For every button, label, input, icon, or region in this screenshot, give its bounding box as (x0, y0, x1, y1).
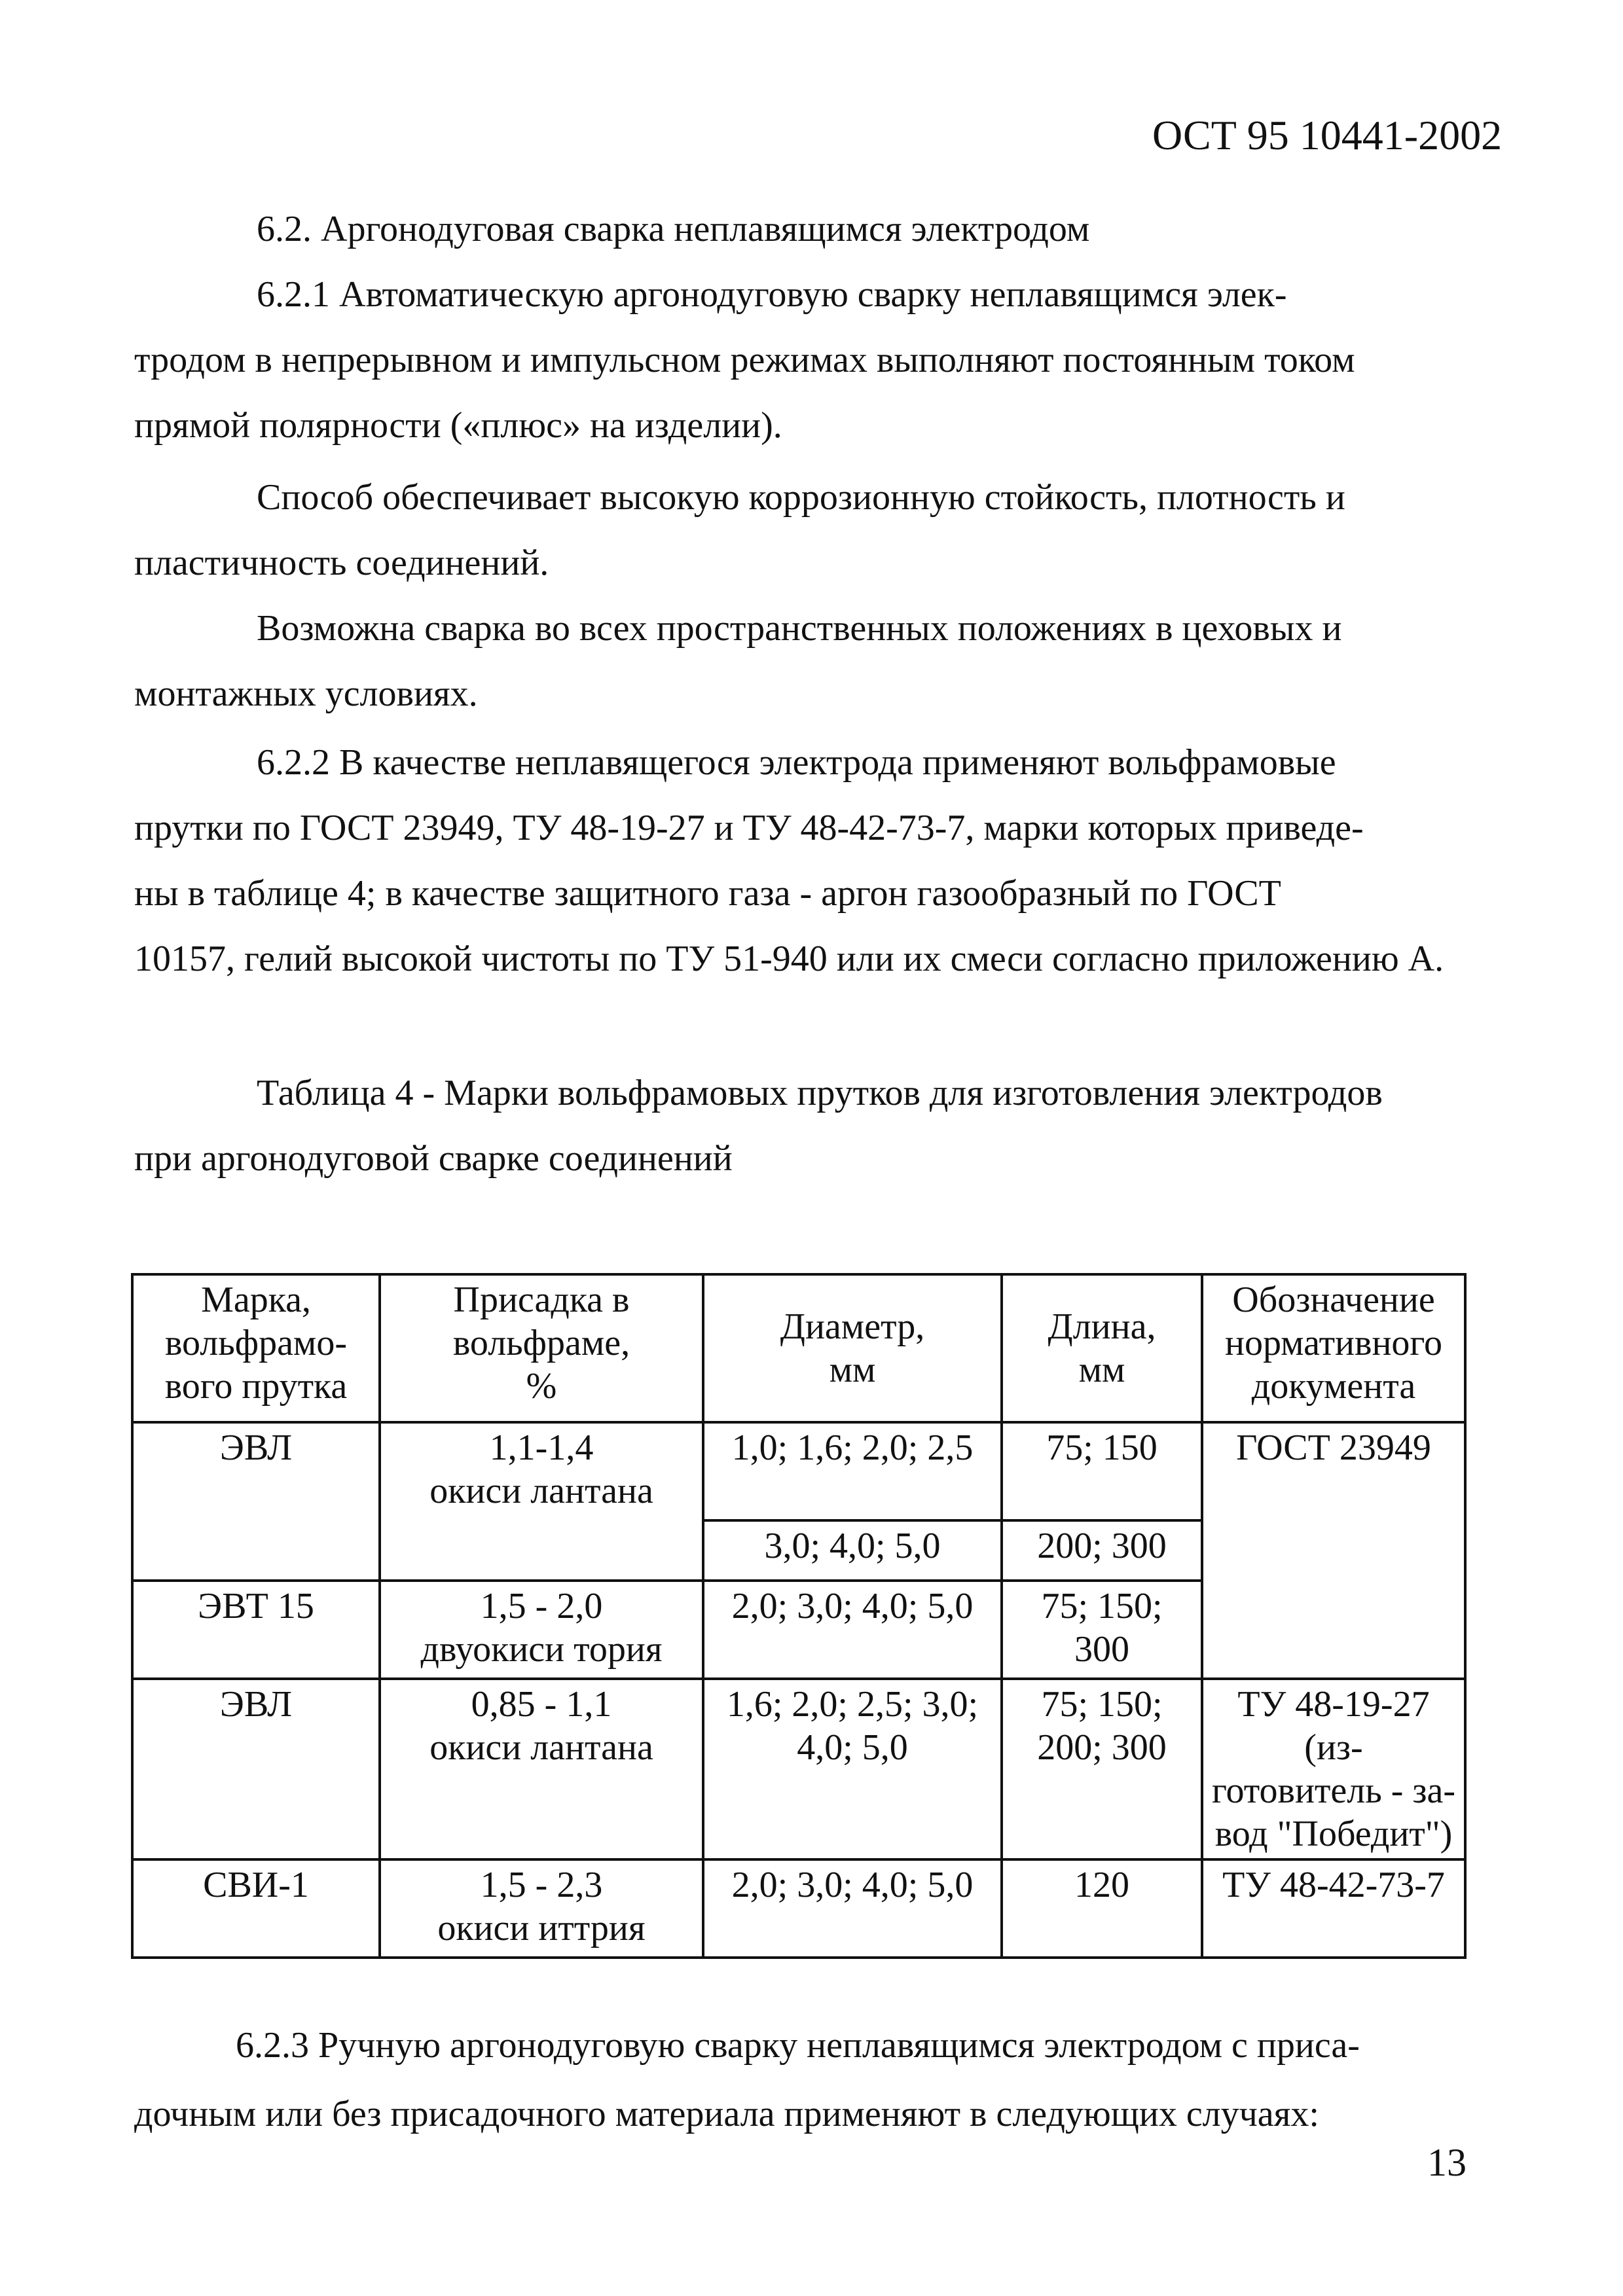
table-row (132, 1422, 1465, 1520)
cell-diameter: 3,0; 4,0; 5,0 (703, 1520, 1002, 1581)
paragraph-positions-line-1: Возможна сварка во всех пространственных положениях в цеховых и (257, 608, 1342, 649)
cell-diameter: 2,0; 3,0; 4,0; 5,0 (703, 1859, 1002, 1958)
cell-mark: ЭВЛ (132, 1679, 380, 1859)
cell-additive: 1,5 - 2,0 двуокиси тория (380, 1581, 703, 1679)
paragraph-positions-line-2: монтажных условиях. (134, 673, 478, 714)
header-mark: Марка, вольфрамо- вого прутка (132, 1274, 380, 1422)
document-code: ОСТ 95 10441-2002 (1152, 112, 1503, 158)
tungsten-rods-table (131, 1273, 1467, 1959)
table-caption-line-1: Таблица 4 - Марки вольфрамовых прутков для изготовления электродов (257, 1073, 1383, 1113)
header-diameter: Диаметр, мм (703, 1274, 1002, 1422)
cell-mark: ЭВТ 15 (132, 1581, 380, 1679)
table-row (132, 1859, 1465, 1958)
cell-document: ГОСТ 23949 (1202, 1422, 1465, 1679)
cell-additive: 0,85 - 1,1 окиси лантана (380, 1679, 703, 1859)
paragraph-method-line-1: Способ обеспечивает высокую коррозионную стойкость, плотность и (257, 477, 1345, 518)
paragraph-6-2-3-line-1: 6.2.3 Ручную аргонодуговую сварку неплавящимся электродом с приса- (236, 2025, 1360, 2066)
paragraph-6-2-1-line-3: прямой полярности («плюс» на изделии). (134, 405, 782, 446)
paragraph-6-2-3-line-2: дочным или без присадочного материала применяют в следующих случаях: (134, 2094, 1319, 2134)
cell-length: 75; 150; 300 (1002, 1581, 1202, 1679)
cell-length: 75; 150; 200; 300 (1002, 1679, 1202, 1859)
paragraph-6-2-1-line-2: тродом в непрерывном и импульсном режимах выполняют постоянным током (134, 340, 1355, 380)
cell-mark: ЭВЛ (132, 1422, 380, 1581)
page-number: 13 (1427, 2141, 1467, 2184)
paragraph-6-2-2-line-2: прутки по ГОСТ 23949, ТУ 48-19-27 и ТУ 48-42-73-7, марки которых приведе- (134, 808, 1364, 848)
cell-length: 120 (1002, 1859, 1202, 1958)
cell-document: ТУ 48-19-27 (из- готовитель - за- вод "Победит") (1202, 1679, 1465, 1859)
header-document: Обозначение нормативного документа (1202, 1274, 1465, 1422)
cell-document: ТУ 48-42-73-7 (1202, 1859, 1465, 1958)
cell-diameter: 1,0; 1,6; 2,0; 2,5 (703, 1422, 1002, 1520)
cell-additive: 1,5 - 2,3 окиси иттрия (380, 1859, 703, 1958)
table-caption-line-2: при аргонодуговой сварке соединений (134, 1138, 733, 1179)
table-header-row (132, 1274, 1465, 1422)
cell-diameter: 1,6; 2,0; 2,5; 3,0; 4,0; 5,0 (703, 1679, 1002, 1859)
cell-length: 75; 150 (1002, 1422, 1202, 1520)
cell-diameter: 2,0; 3,0; 4,0; 5,0 (703, 1581, 1002, 1679)
paragraph-6-2-1-line-1: 6.2.1 Автоматическую аргонодуговую сварку неплавящимся элек- (257, 274, 1287, 315)
cell-additive: 1,1-1,4 окиси лантана (380, 1422, 703, 1581)
section-title: 6.2. Аргонодуговая сварка неплавящимся электродом (257, 209, 1090, 249)
header-length: Длина, мм (1002, 1274, 1202, 1422)
paragraph-6-2-2-line-4: 10157, гелий высокой чистоты по ТУ 51-940 или их смеси согласно приложению А. (134, 939, 1444, 979)
table-row (132, 1679, 1465, 1859)
paragraph-6-2-2-line-3: ны в таблице 4; в качестве защитного газа - аргон газообразный по ГОСТ (134, 873, 1281, 914)
header-additive: Присадка в вольфраме, % (380, 1274, 703, 1422)
cell-length: 200; 300 (1002, 1520, 1202, 1581)
cell-mark: СВИ-1 (132, 1859, 380, 1958)
paragraph-method-line-2: пластичность соединений. (134, 543, 549, 583)
paragraph-6-2-2-line-1: 6.2.2 В качестве неплавящегося электрода применяют вольфрамовые (257, 742, 1336, 783)
